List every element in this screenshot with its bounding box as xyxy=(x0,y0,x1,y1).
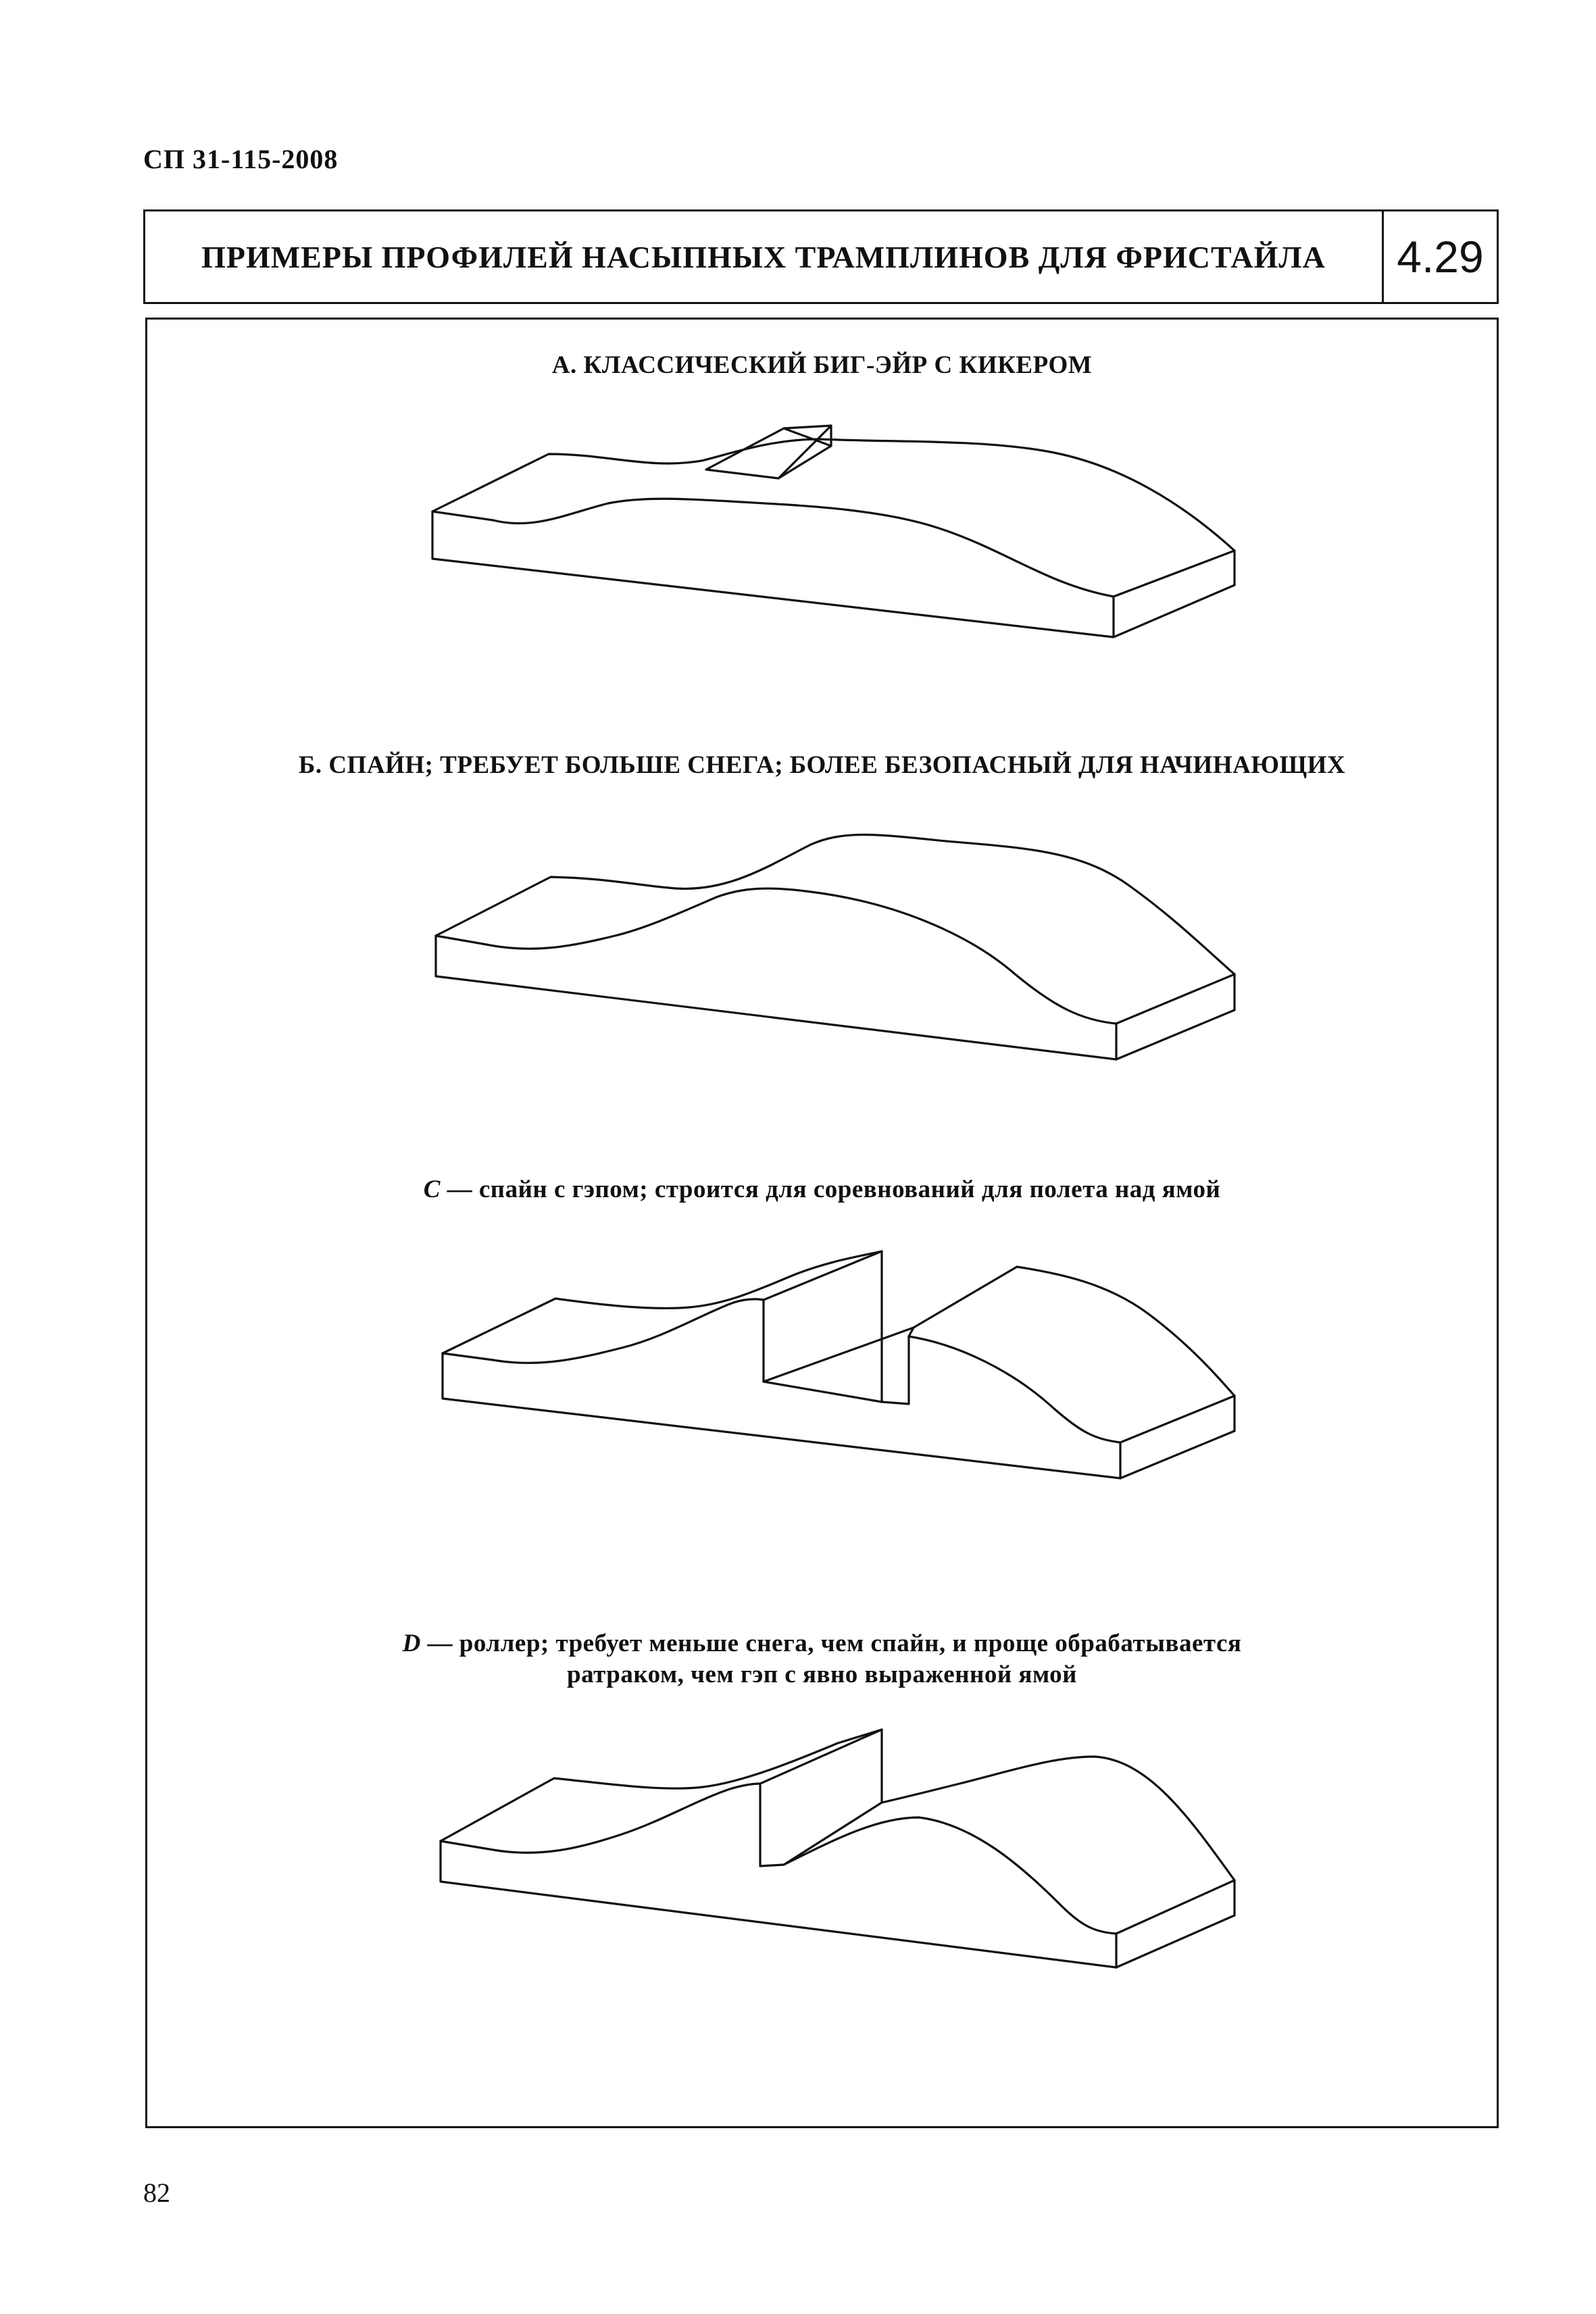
figure-a-big-air-kicker-drawing xyxy=(405,405,1284,649)
figure-d-caption xyxy=(145,1628,1499,1690)
figure-b-caption: Б. СПАЙН; ТРЕБУЕТ БОЛЬШЕ СНЕГА; БОЛЕЕ БЕЗОПАСНЫЙ ДЛЯ НАЧИНАЮЩИХ xyxy=(298,751,1346,779)
section-number: 4.29 xyxy=(1397,232,1484,282)
figure-c-caption xyxy=(145,1174,1499,1205)
title-block xyxy=(143,209,1499,304)
figure-c-letter: С xyxy=(423,1176,441,1203)
page-number: 82 xyxy=(143,2178,170,2208)
figure-d-caption-line2: ратраком, чем гэп с явно выраженной ямой xyxy=(567,1661,1077,1688)
figure-a-caption: А. КЛАССИЧЕСКИЙ БИГ-ЭЙР С КИКЕРОМ xyxy=(551,351,1093,379)
document-code: СП 31-115-2008 xyxy=(143,144,339,174)
figure-c-spine-with-gap-drawing xyxy=(405,1230,1284,1493)
figure-d-roller-drawing xyxy=(405,1696,1284,1973)
figure-d-caption-text: — роллер; требует меньше снега, чем спайн, и проще обрабатывается xyxy=(420,1630,1242,1657)
figure-b-spine-drawing xyxy=(405,811,1284,1074)
page-title: ПРИМЕРЫ ПРОФИЛЕЙ НАСЫПНЫХ ТРАМПЛИНОВ ДЛЯ ФРИСТАЙЛА xyxy=(201,239,1326,274)
figure-c-caption-text: — спайн с гэпом; строится для соревнований для полета над ямой xyxy=(440,1176,1221,1203)
figure-d-letter: D xyxy=(402,1630,421,1657)
